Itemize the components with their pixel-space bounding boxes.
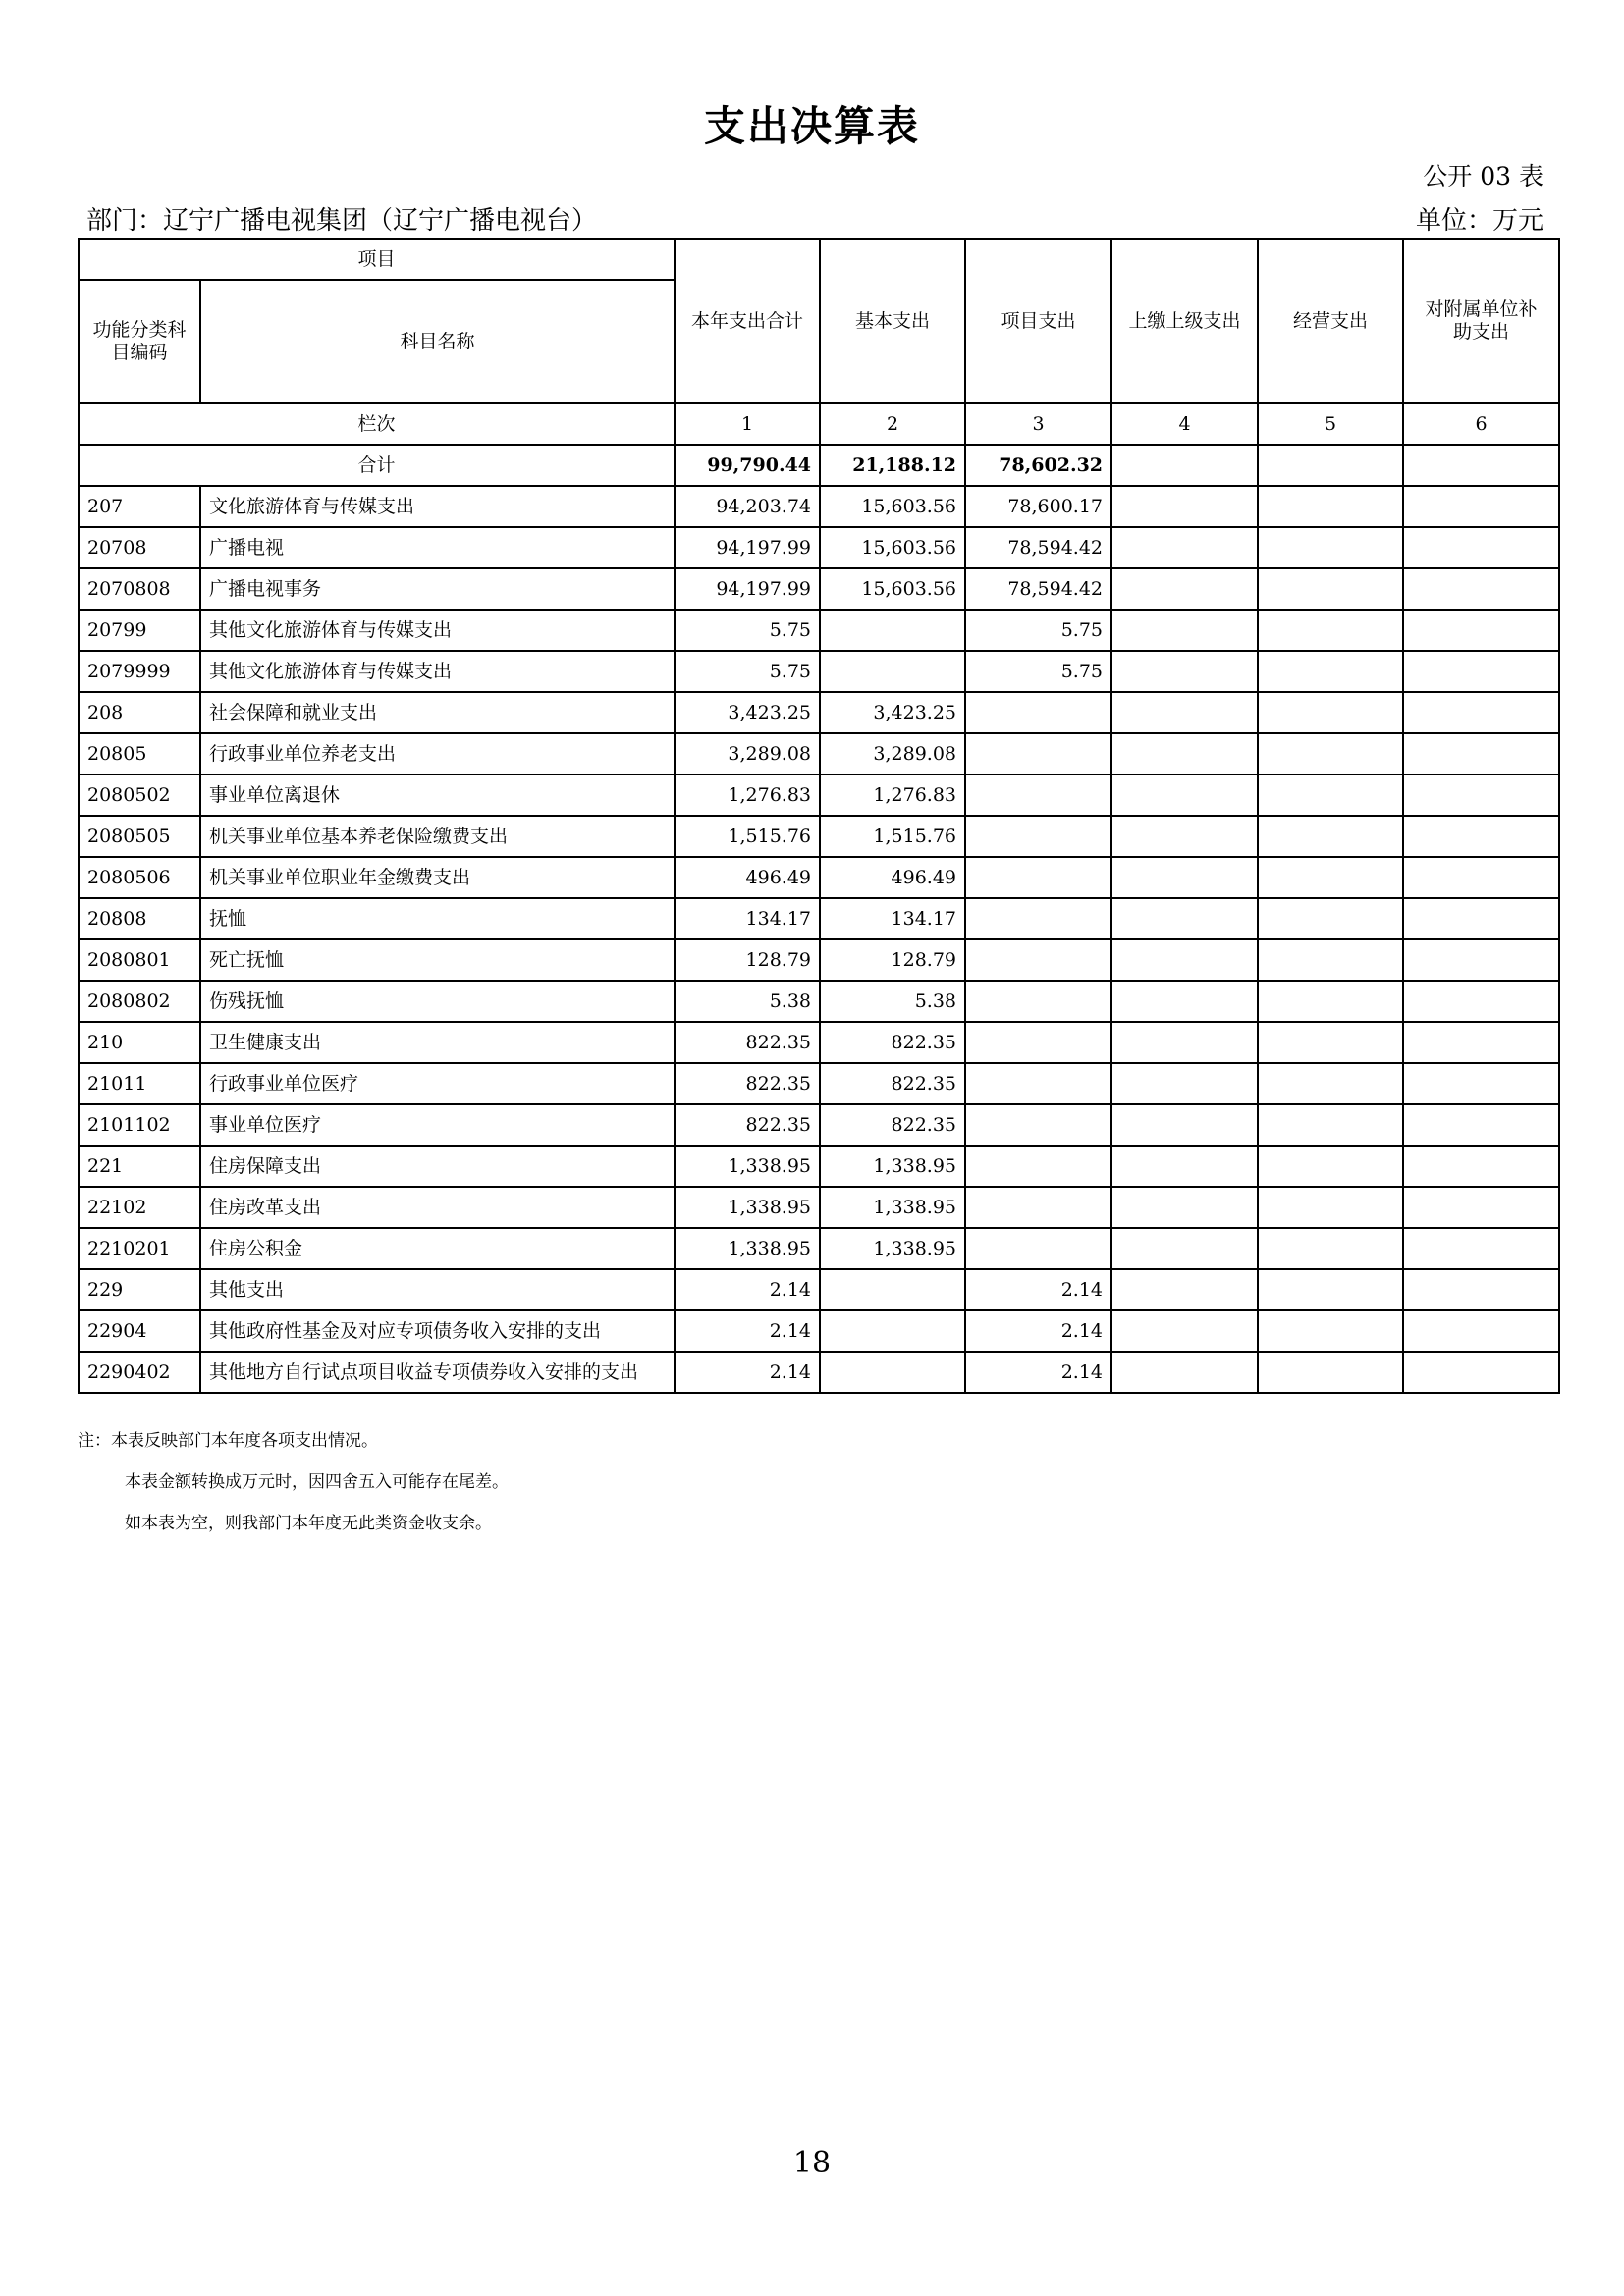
row-value	[1258, 486, 1403, 527]
row-value	[1403, 774, 1559, 816]
table-row	[79, 610, 1559, 651]
row-name: 伤残抚恤	[200, 981, 675, 1022]
row-name: 事业单位医疗	[200, 1104, 675, 1146]
row-value	[1403, 1310, 1559, 1352]
row-value	[965, 857, 1111, 898]
row-value: 1,276.83	[675, 774, 820, 816]
row-value	[1111, 1310, 1258, 1352]
row-code: 221	[79, 1146, 200, 1187]
row-code: 2080506	[79, 857, 200, 898]
row-code: 20805	[79, 733, 200, 774]
row-value	[1403, 692, 1559, 733]
row-value	[1258, 816, 1403, 857]
row-value	[1258, 651, 1403, 692]
row-value	[1111, 1146, 1258, 1187]
table-row	[79, 939, 1559, 981]
row-code: 20808	[79, 898, 200, 939]
row-name: 抚恤	[200, 898, 675, 939]
row-code: 2080502	[79, 774, 200, 816]
row-value	[965, 939, 1111, 981]
row-value: 5.75	[965, 610, 1111, 651]
row-value	[1111, 1187, 1258, 1228]
table-row	[79, 1104, 1559, 1146]
header-lanci: 栏次	[79, 403, 675, 445]
row-value: 5.38	[675, 981, 820, 1022]
total-value	[1403, 445, 1559, 486]
row-name: 其他文化旅游体育与传媒支出	[200, 610, 675, 651]
header-name: 科目名称	[200, 280, 675, 403]
row-value	[1403, 527, 1559, 568]
table-row	[79, 1146, 1559, 1187]
row-value	[1258, 1104, 1403, 1146]
row-name: 住房公积金	[200, 1228, 675, 1269]
row-name: 其他支出	[200, 1269, 675, 1310]
row-value: 2.14	[675, 1269, 820, 1310]
row-value	[1258, 857, 1403, 898]
row-value	[820, 1352, 965, 1393]
row-value: 3,423.25	[675, 692, 820, 733]
total-value: 99,790.44	[675, 445, 820, 486]
row-value	[965, 1146, 1111, 1187]
expenditure-table	[78, 238, 1560, 1394]
row-value: 5.75	[675, 610, 820, 651]
row-value: 2.14	[965, 1269, 1111, 1310]
row-value	[1111, 486, 1258, 527]
table-row	[79, 651, 1559, 692]
row-value	[965, 981, 1111, 1022]
table-row	[79, 1269, 1559, 1310]
row-value: 822.35	[675, 1022, 820, 1063]
notes	[78, 1420, 509, 1544]
row-value: 2.14	[965, 1352, 1111, 1393]
row-value: 3,289.08	[820, 733, 965, 774]
row-value	[1111, 1104, 1258, 1146]
row-value: 1,338.95	[675, 1228, 820, 1269]
row-value: 1,338.95	[675, 1187, 820, 1228]
note-line: 本表金额转换成万元时，因四舍五入可能存在尾差。	[125, 1472, 509, 1492]
row-value: 1,338.95	[820, 1146, 965, 1187]
col-num: 4	[1111, 403, 1258, 445]
total-row	[79, 445, 1559, 486]
row-value	[1403, 898, 1559, 939]
note-line: 如本表为空，则我部门本年度无此类资金收支余。	[125, 1514, 492, 1533]
col-num: 2	[820, 403, 965, 445]
table-row	[79, 816, 1559, 857]
row-value	[1258, 1310, 1403, 1352]
row-value: 822.35	[675, 1063, 820, 1104]
row-value	[1111, 939, 1258, 981]
row-value: 5.75	[675, 651, 820, 692]
row-name: 行政事业单位医疗	[200, 1063, 675, 1104]
row-value	[965, 816, 1111, 857]
row-code: 2079999	[79, 651, 200, 692]
row-code: 207	[79, 486, 200, 527]
table-row	[79, 486, 1559, 527]
row-value	[1258, 610, 1403, 651]
row-value: 134.17	[820, 898, 965, 939]
row-value	[1403, 651, 1559, 692]
page-title: 支出决算表	[703, 102, 920, 150]
table-row	[79, 774, 1559, 816]
row-code: 2290402	[79, 1352, 200, 1393]
row-value	[965, 733, 1111, 774]
row-code: 2070808	[79, 568, 200, 610]
page-number: 18	[792, 2146, 832, 2180]
row-value	[1111, 568, 1258, 610]
row-value	[1403, 939, 1559, 981]
row-code: 22102	[79, 1187, 200, 1228]
row-value	[1403, 981, 1559, 1022]
row-value	[1403, 486, 1559, 527]
row-value	[1258, 527, 1403, 568]
row-name: 其他地方自行试点项目收益专项债券收入安排的支出	[200, 1352, 675, 1393]
row-value	[965, 898, 1111, 939]
row-value	[1258, 1022, 1403, 1063]
row-name: 广播电视	[200, 527, 675, 568]
row-value	[1403, 1228, 1559, 1269]
row-name: 卫生健康支出	[200, 1022, 675, 1063]
row-value: 78,600.17	[965, 486, 1111, 527]
row-value: 2.14	[675, 1310, 820, 1352]
row-value: 128.79	[820, 939, 965, 981]
row-code: 20708	[79, 527, 200, 568]
row-value	[1111, 610, 1258, 651]
row-value: 2.14	[965, 1310, 1111, 1352]
table-row	[79, 1022, 1559, 1063]
table-row	[79, 898, 1559, 939]
row-value: 78,594.42	[965, 527, 1111, 568]
row-value	[1111, 774, 1258, 816]
row-code: 210	[79, 1022, 200, 1063]
row-name: 文化旅游体育与传媒支出	[200, 486, 675, 527]
row-value	[1403, 1063, 1559, 1104]
row-value: 78,594.42	[965, 568, 1111, 610]
row-value	[1111, 981, 1258, 1022]
row-value	[1111, 692, 1258, 733]
header-item: 项目	[79, 239, 675, 280]
row-value	[1111, 651, 1258, 692]
row-value	[1111, 527, 1258, 568]
row-code: 2080802	[79, 981, 200, 1022]
header-col-business: 经营支出	[1258, 239, 1403, 403]
form-number: 公开 03 表	[1423, 162, 1543, 190]
row-value	[820, 610, 965, 651]
table-row	[79, 1187, 1559, 1228]
row-value	[1111, 1352, 1258, 1393]
row-name: 住房改革支出	[200, 1187, 675, 1228]
total-value: 21,188.12	[820, 445, 965, 486]
row-name: 行政事业单位养老支出	[200, 733, 675, 774]
row-value	[1258, 1269, 1403, 1310]
row-value: 134.17	[675, 898, 820, 939]
row-value	[1111, 898, 1258, 939]
row-value	[965, 1063, 1111, 1104]
header-col-subsidy: 对附属单位补助支出	[1403, 239, 1559, 403]
row-code: 2080505	[79, 816, 200, 857]
row-name: 死亡抚恤	[200, 939, 675, 981]
row-value: 822.35	[820, 1063, 965, 1104]
row-value: 15,603.56	[820, 568, 965, 610]
row-value: 1,338.95	[820, 1228, 965, 1269]
row-value	[965, 1022, 1111, 1063]
row-value	[1403, 857, 1559, 898]
total-value	[1258, 445, 1403, 486]
row-code: 208	[79, 692, 200, 733]
row-value	[820, 1269, 965, 1310]
row-name: 广播电视事务	[200, 568, 675, 610]
table-row	[79, 692, 1559, 733]
row-value: 3,289.08	[675, 733, 820, 774]
row-name: 机关事业单位基本养老保险缴费支出	[200, 816, 675, 857]
row-value	[1258, 1187, 1403, 1228]
row-value: 2.14	[675, 1352, 820, 1393]
total-value	[1111, 445, 1258, 486]
row-value: 822.35	[675, 1104, 820, 1146]
row-value: 3,423.25	[820, 692, 965, 733]
header-col-total: 本年支出合计	[675, 239, 820, 403]
table-row	[79, 1228, 1559, 1269]
row-name: 机关事业单位职业年金缴费支出	[200, 857, 675, 898]
col-num: 5	[1258, 403, 1403, 445]
row-value	[1111, 857, 1258, 898]
row-code: 22904	[79, 1310, 200, 1352]
table-row	[79, 857, 1559, 898]
row-value	[1403, 1352, 1559, 1393]
row-value	[1258, 1228, 1403, 1269]
row-value	[1403, 1022, 1559, 1063]
col-num: 3	[965, 403, 1111, 445]
row-value	[1258, 898, 1403, 939]
row-value: 1,276.83	[820, 774, 965, 816]
header-col-project: 项目支出	[965, 239, 1111, 403]
table-row	[79, 568, 1559, 610]
row-value	[1258, 939, 1403, 981]
row-code: 21011	[79, 1063, 200, 1104]
row-value	[965, 1228, 1111, 1269]
row-value: 1,515.76	[675, 816, 820, 857]
note-line: 注：本表反映部门本年度各项支出情况。	[78, 1431, 378, 1451]
row-value	[1403, 1146, 1559, 1187]
table-row	[79, 527, 1559, 568]
row-value	[965, 692, 1111, 733]
row-name: 其他政府性基金及对应专项债务收入安排的支出	[200, 1310, 675, 1352]
row-value	[820, 1310, 965, 1352]
table-row	[79, 981, 1559, 1022]
row-value: 1,338.95	[820, 1187, 965, 1228]
row-value	[820, 651, 965, 692]
row-value: 128.79	[675, 939, 820, 981]
row-value	[1258, 981, 1403, 1022]
row-value: 1,515.76	[820, 816, 965, 857]
row-value	[1403, 816, 1559, 857]
row-value: 5.38	[820, 981, 965, 1022]
row-value	[1111, 1228, 1258, 1269]
header-code: 功能分类科目编码	[79, 280, 200, 403]
row-value	[1111, 1269, 1258, 1310]
row-value	[1111, 816, 1258, 857]
row-value: 822.35	[820, 1022, 965, 1063]
row-value	[1258, 1146, 1403, 1187]
row-name: 事业单位离退休	[200, 774, 675, 816]
row-value: 496.49	[820, 857, 965, 898]
row-code: 2101102	[79, 1104, 200, 1146]
table-row	[79, 1310, 1559, 1352]
table-row	[79, 1063, 1559, 1104]
row-value	[1111, 1063, 1258, 1104]
row-name: 住房保障支出	[200, 1146, 675, 1187]
col-num: 6	[1403, 403, 1559, 445]
row-value: 5.75	[965, 651, 1111, 692]
row-value	[1111, 733, 1258, 774]
row-value	[965, 1187, 1111, 1228]
header-col-superior: 上缴上级支出	[1111, 239, 1258, 403]
row-value: 94,203.74	[675, 486, 820, 527]
row-value	[1258, 692, 1403, 733]
row-value	[965, 774, 1111, 816]
row-name: 社会保障和就业支出	[200, 692, 675, 733]
table-row	[79, 733, 1559, 774]
total-value: 78,602.32	[965, 445, 1111, 486]
row-value	[1258, 774, 1403, 816]
row-code: 2080801	[79, 939, 200, 981]
department-label: 部门：辽宁广播电视集团（辽宁广播电视台）	[86, 206, 598, 236]
table-row	[79, 1352, 1559, 1393]
row-value	[1403, 568, 1559, 610]
row-value	[1403, 1104, 1559, 1146]
row-code: 20799	[79, 610, 200, 651]
row-value	[1258, 1063, 1403, 1104]
row-code: 2210201	[79, 1228, 200, 1269]
unit-label: 单位：万元	[1415, 206, 1543, 236]
total-label: 合计	[79, 445, 675, 486]
col-num: 1	[675, 403, 820, 445]
row-value: 15,603.56	[820, 527, 965, 568]
row-value: 15,603.56	[820, 486, 965, 527]
row-value	[1403, 610, 1559, 651]
row-value: 94,197.99	[675, 568, 820, 610]
row-code: 229	[79, 1269, 200, 1310]
row-name: 其他文化旅游体育与传媒支出	[200, 651, 675, 692]
header-col-basic: 基本支出	[820, 239, 965, 403]
row-value	[1258, 1352, 1403, 1393]
row-value	[1403, 733, 1559, 774]
row-value	[1111, 1022, 1258, 1063]
row-value	[1403, 1187, 1559, 1228]
row-value: 496.49	[675, 857, 820, 898]
row-value: 1,338.95	[675, 1146, 820, 1187]
row-value	[1258, 568, 1403, 610]
row-value: 94,197.99	[675, 527, 820, 568]
row-value	[1258, 733, 1403, 774]
row-value: 822.35	[820, 1104, 965, 1146]
row-value	[1403, 1269, 1559, 1310]
row-value	[965, 1104, 1111, 1146]
